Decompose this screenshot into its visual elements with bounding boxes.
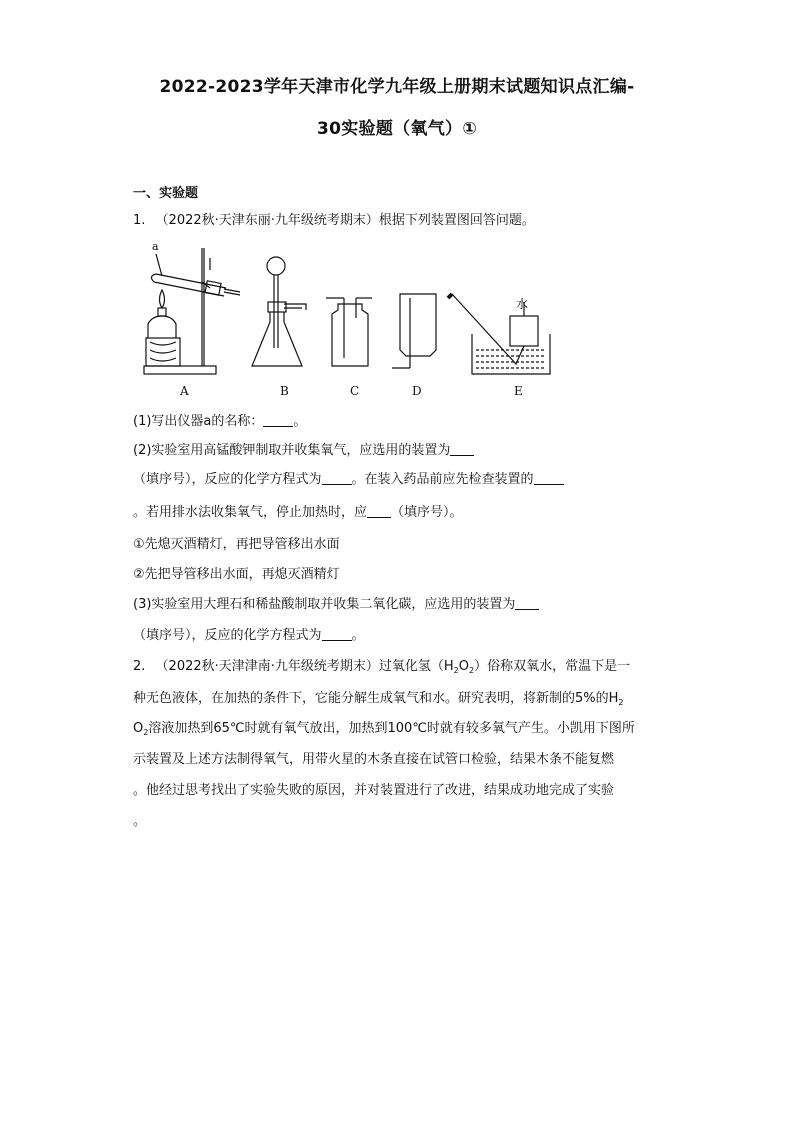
apparatus-figure (140, 238, 560, 400)
question-2-line5: 。他经过思考找出了实验失败的原因，并对装置进行了改进，结果成功地完成了实验 (133, 783, 615, 798)
answer-blank[interactable] (367, 505, 391, 518)
answer-blank[interactable] (322, 628, 352, 641)
answer-blank[interactable] (515, 597, 539, 610)
q1-part2-line3: 。若用排水法收集氧气，停止加热时，应 （填序号）。 (133, 505, 463, 520)
label-water: 水 (516, 297, 529, 311)
answer-blank[interactable] (322, 472, 352, 485)
apparatus-c (326, 298, 372, 398)
answer-blank[interactable] (534, 472, 564, 485)
q1-part3-line2: （填序号），反应的化学方程式为 。 (133, 628, 365, 643)
q1-option1: ①先熄灭酒精灯，再把导管移出水面 (133, 537, 340, 552)
q1-part2-line2: （填序号），反应的化学方程式为 。在装入药品前应先检查装置的 (133, 472, 564, 488)
question-2-line4: 示装置及上述方法制得氧气，用带火星的木条直接在试管口检验，结果木条不能复燃 (133, 752, 615, 767)
label-a: a (152, 240, 159, 253)
q1-part2-line1: (2)实验室用高锰酸钾制取并收集氧气，应选用的装置为 (133, 443, 474, 459)
apparatus-b (252, 257, 306, 398)
question-2-line6: 。 (133, 814, 147, 829)
question-number: 1. (133, 213, 146, 228)
question-source: （2022秋·天津东丽·九年级统考期末）根据下列装置图回答问题。 (155, 213, 535, 228)
apparatus-label-b: B (280, 384, 289, 398)
question-2-line1: 2. （2022秋·天津津南·九年级统考期末）过氧化氢$(H_2O_2)$俗称双氧水，常温下是一 (133, 659, 631, 675)
question-2-line2: 种无色液体，在加热的条件下，它能分解生成氧气和水。研究表明，将新制的5%的$H_2$ (133, 691, 624, 707)
question-1-header (133, 213, 535, 229)
apparatus-e (448, 294, 550, 398)
q1-part3-line1: (3)实验室用大理石和稀盐酸制取并收集二氧化碳，应选用的装置为 (133, 597, 539, 613)
q1-option2: ②先把导管移出水面，再熄灭酒精灯 (133, 567, 340, 582)
apparatus-label-c: C (350, 384, 360, 398)
answer-blank[interactable] (450, 443, 474, 456)
apparatus-label-a: A (180, 384, 189, 398)
question-number: 2. (133, 659, 146, 674)
apparatus-label-e: E (514, 384, 523, 398)
question-2-line3: $O_2$溶液加热到65℃时就有氧气放出，加热到100℃时就有较多氧气产生。小凯用下图所 (133, 721, 635, 737)
apparatus-a (144, 240, 240, 398)
document-title-line1: 2022-2023学年天津市化学九年级上册期末试题知识点汇编- (159, 77, 635, 97)
q1-part1: (1)写出仪器a的名称： 。 (133, 414, 307, 429)
answer-blank[interactable] (263, 414, 293, 427)
document-title-line2: 30实验题（氧气）① (316, 119, 478, 139)
section-heading: 一、实验题 (133, 186, 199, 201)
apparatus-d (392, 294, 436, 398)
apparatus-label-d: D (412, 384, 422, 398)
